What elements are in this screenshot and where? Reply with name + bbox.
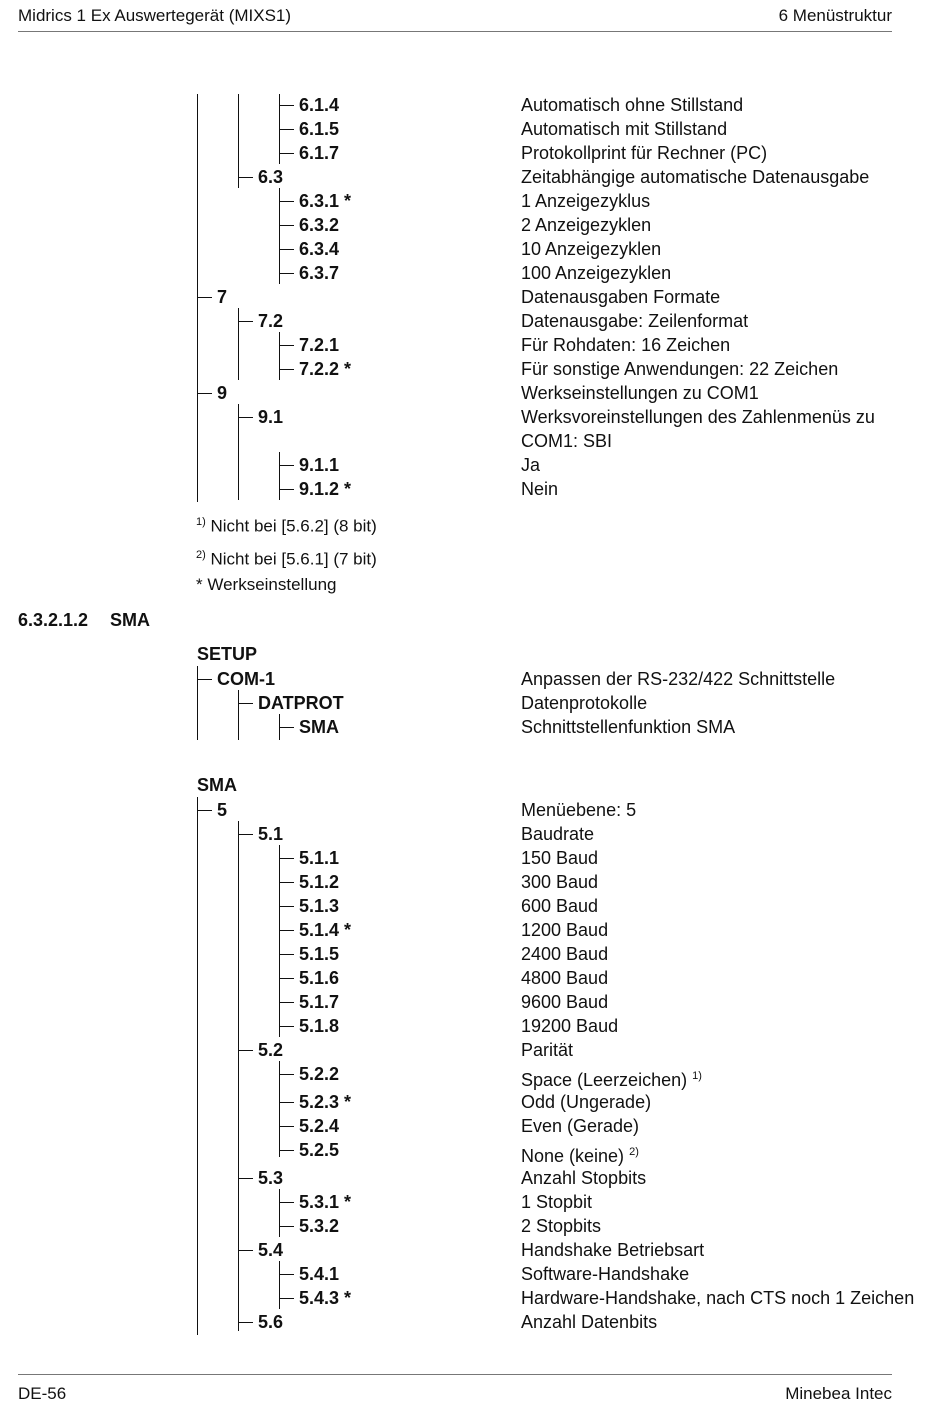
menu-desc-text: None (keine) (521, 1146, 625, 1166)
menu-code: SMA (299, 717, 339, 737)
menu-desc: 10 Anzeigezyklen (521, 239, 662, 259)
menu-code: 5.1 (258, 824, 284, 844)
menu-code: 5.3.2 (299, 1216, 340, 1236)
menu-code: 5.2.5 (299, 1140, 340, 1160)
footnote-1 (196, 511, 377, 538)
menu-desc: Automatisch mit Stillstand (521, 119, 728, 139)
menu-desc (521, 1064, 702, 1092)
page-number: DE-56 (18, 1384, 67, 1403)
menu-code: 5.1.4 * (299, 920, 352, 940)
menu-code: 5.1.3 (299, 896, 340, 916)
section-number: 6.3.2.1.2 (18, 610, 89, 630)
menu-code: 5.4.1 (299, 1264, 340, 1284)
menu-code: 6.1.5 (299, 119, 340, 139)
menu-desc: Datenausgaben Formate (521, 287, 721, 307)
footnote-text: * Werkseinstellung (196, 575, 337, 594)
menu-code: 5.1.1 (299, 848, 340, 868)
menu-desc: Software-Handshake (521, 1264, 690, 1284)
menu-code: 6.1.7 (299, 143, 340, 163)
menu-desc: 300 Baud (521, 872, 599, 892)
menu-code: 5 (217, 800, 228, 820)
menu-code: 5.3.1 * (299, 1192, 352, 1212)
menu-desc: Ja (521, 455, 541, 475)
footnote-ref: 1) (692, 1070, 702, 1082)
header-rule (18, 31, 892, 32)
section-title: SMA (110, 610, 150, 630)
menu-desc: Even (Gerade) (521, 1116, 640, 1136)
menu-desc: 4800 Baud (521, 968, 609, 988)
menu-code: COM-1 (217, 669, 275, 689)
menu-code: 5.2.3 * (299, 1092, 352, 1112)
header-title: Midrics 1 Ex Auswertegerät (MIXS1) (18, 6, 292, 25)
menu-code: 7.2.2 * (299, 359, 352, 379)
menu-desc: Für sonstige Anwendungen: 22 Zeichen (521, 359, 839, 379)
menu-code: 5.2.2 (299, 1064, 340, 1084)
setup-heading: SETUP (197, 644, 258, 664)
menu-desc: 2 Anzeigezyklen (521, 215, 652, 235)
menu-desc: 1 Anzeigezyklus (521, 191, 651, 211)
menu-desc: Hardware-Handshake, nach CTS noch 1 Zeichen (521, 1288, 915, 1308)
menu-code: 7.2.1 (299, 335, 340, 355)
menu-code: 6.3.4 (299, 239, 340, 259)
menu-desc: 1200 Baud (521, 920, 609, 940)
menu-code: 5.4.3 * (299, 1288, 352, 1308)
menu-code: 5.4 (258, 1240, 284, 1260)
menu-code: 5.1.7 (299, 992, 340, 1012)
menu-desc: Protokollprint für Rechner (PC) (521, 143, 768, 163)
menu-code: 5.2.4 (299, 1116, 340, 1136)
menu-code: 9.1.2 * (299, 479, 352, 499)
menu-desc-continued: COM1: SBI (521, 431, 613, 451)
sma-heading: SMA (197, 775, 237, 795)
menu-desc: 2400 Baud (521, 944, 609, 964)
menu-desc: Odd (Ungerade) (521, 1092, 652, 1112)
footer-brand: Minebea Intec (785, 1384, 892, 1403)
footnote-text: Nicht bei [5.6.1] (7 bit) (205, 549, 377, 569)
menu-code: 5.3 (258, 1168, 284, 1188)
menu-desc-text: Space (Leerzeichen) (521, 1070, 688, 1090)
menu-desc: 19200 Baud (521, 1016, 619, 1036)
menu-code: 5.2 (258, 1040, 284, 1060)
menu-desc: Handshake Betriebsart (521, 1240, 705, 1260)
menu-desc: Anzahl Stopbits (521, 1168, 647, 1188)
menu-code: 5.1.2 (299, 872, 340, 892)
menu-code: 6.3.2 (299, 215, 340, 235)
footnote-marker: 2) (196, 549, 206, 561)
menu-code: 6.1.4 (299, 95, 340, 115)
footnote-2 (196, 544, 377, 571)
menu-desc: 2 Stopbits (521, 1216, 602, 1236)
footnote-marker: 1) (196, 516, 206, 528)
header-chapter: 6 Menüstruktur (778, 6, 892, 25)
menu-desc: Zeitabhängige automatische Datenausgabe (521, 167, 870, 187)
menu-code: 5.6 (258, 1312, 284, 1332)
menu-desc: 150 Baud (521, 848, 599, 868)
menu-code: 6.3.1 * (299, 191, 352, 211)
menu-desc: Für Rohdaten: 16 Zeichen (521, 335, 731, 355)
menu-code: 5.1.6 (299, 968, 340, 988)
menu-desc (521, 1140, 639, 1168)
menu-code: 9 (217, 383, 228, 403)
menu-code: 7.2 (258, 311, 284, 331)
menu-desc: 1 Stopbit (521, 1192, 593, 1212)
menu-code: 6.3 (258, 167, 284, 187)
footnote-default (196, 574, 336, 596)
menu-desc: 600 Baud (521, 896, 599, 916)
menu-desc: 100 Anzeigezyklen (521, 263, 672, 283)
menu-code: 9.1 (258, 407, 284, 427)
menu-desc: Baudrate (521, 824, 595, 844)
menu-desc: Anpassen der RS-232/422 Schnittstelle (521, 669, 836, 689)
menu-desc: Schnittstellenfunktion SMA (521, 717, 736, 737)
menu-code: 5.1.5 (299, 944, 340, 964)
menu-desc: Parität (521, 1040, 574, 1060)
menu-desc: Automatisch ohne Stillstand (521, 95, 744, 115)
menu-desc: Anzahl Datenbits (521, 1312, 658, 1332)
menu-desc: 9600 Baud (521, 992, 609, 1012)
menu-desc: Werkseinstellungen zu COM1 (521, 383, 759, 403)
footnote-text: Nicht bei [5.6.2] (8 bit) (205, 516, 377, 536)
menu-desc: Menüebene: 5 (521, 800, 637, 820)
menu-desc: Datenprotokolle (521, 693, 648, 713)
menu-code: DATPROT (258, 693, 344, 713)
menu-desc: Nein (521, 479, 559, 499)
menu-code: 9.1.1 (299, 455, 340, 475)
menu-desc: Datenausgabe: Zeilenformat (521, 311, 749, 331)
menu-code: 6.3.7 (299, 263, 340, 283)
menu-code: 7 (217, 287, 228, 307)
footer-rule (18, 1374, 892, 1375)
menu-desc: Werksvoreinstellungen des Zahlenmenüs zu (521, 407, 875, 427)
footnote-ref: 2) (629, 1146, 639, 1158)
menu-code: 5.1.8 (299, 1016, 340, 1036)
